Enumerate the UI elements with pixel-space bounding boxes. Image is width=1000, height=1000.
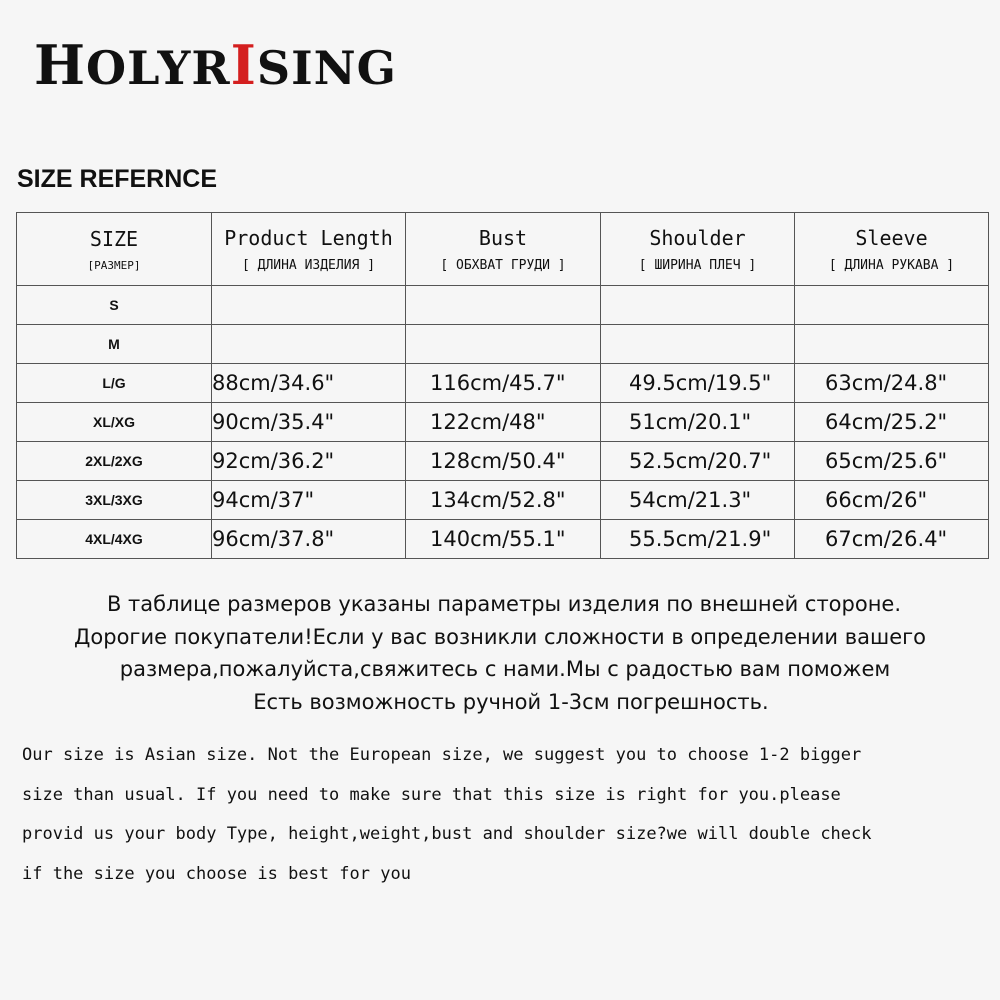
size-cell: 4XL/4XG xyxy=(17,520,212,559)
table-row xyxy=(17,325,989,364)
logo-letter: H xyxy=(34,33,87,97)
header-label: Product Length xyxy=(224,225,393,250)
sleeve-cell: 63cm/24.8" xyxy=(795,364,989,403)
sleeve-cell xyxy=(795,325,989,364)
note-line: размера,пожалуйста,свяжитесь с нами.Мы с радостью вам поможем xyxy=(119,657,891,681)
english-notes xyxy=(22,736,982,894)
length-cell: 92cm/36.2" xyxy=(212,442,406,481)
size-cell: L/G xyxy=(17,364,212,403)
table-row xyxy=(17,364,989,403)
logo-letter: OLYR xyxy=(86,41,231,95)
length-cell: 96cm/37.8" xyxy=(212,520,406,559)
note-line: Дорогие покупатели!Если у вас возникли сложности в определении вашего xyxy=(73,624,926,649)
length-cell xyxy=(212,325,406,364)
table-row xyxy=(17,442,989,481)
shoulder-cell: 54cm/21.3" xyxy=(601,481,795,520)
header-label: Bust xyxy=(478,225,528,250)
shoulder-cell: 49.5cm/19.5" xyxy=(601,364,795,403)
table-row xyxy=(17,520,989,559)
shoulder-cell xyxy=(601,286,795,325)
header-sublabel: [ ДЛИНА ИЗДЕЛИЯ ] xyxy=(241,257,376,273)
shoulder-cell xyxy=(601,325,795,364)
bust-cell xyxy=(406,286,601,325)
sleeve-cell: 66cm/26" xyxy=(795,481,989,520)
header-label: SIZE xyxy=(89,226,139,251)
header-label: Shoulder xyxy=(649,225,746,250)
shoulder-cell: 55.5cm/21.9" xyxy=(601,520,795,559)
russian-notes xyxy=(0,588,1000,718)
header-sublabel: [ ДЛИНА РУКАВА ] xyxy=(828,257,955,273)
bust-cell: 116cm/45.7" xyxy=(406,364,601,403)
logo-accent-letter: I xyxy=(230,33,257,97)
header-size xyxy=(17,213,212,286)
header-shoulder xyxy=(601,213,795,286)
sleeve-cell: 67cm/26.4" xyxy=(795,520,989,559)
bust-cell: 140cm/55.1" xyxy=(406,520,601,559)
logo-letter: SING xyxy=(256,41,397,95)
shoulder-cell: 51cm/20.1" xyxy=(601,403,795,442)
size-cell: XL/XG xyxy=(17,403,212,442)
size-cell: M xyxy=(17,325,212,364)
length-cell: 90cm/35.4" xyxy=(212,403,406,442)
header-sublabel: [ ОБХВАТ ГРУДИ ] xyxy=(440,257,566,273)
size-table xyxy=(16,212,989,559)
header-length xyxy=(212,213,406,286)
note-line: Our size is Asian size. Not the European size, we suggest you to choose 1-2 bigger xyxy=(22,745,862,765)
bust-cell: 128cm/50.4" xyxy=(406,442,601,481)
sleeve-cell: 64cm/25.2" xyxy=(795,403,989,442)
size-cell: 3XL/3XG xyxy=(17,481,212,520)
size-cell: S xyxy=(17,286,212,325)
bust-cell: 134cm/52.8" xyxy=(406,481,601,520)
length-cell xyxy=(212,286,406,325)
length-cell: 94cm/37" xyxy=(212,481,406,520)
table-header-row xyxy=(17,213,989,286)
header-sleeve xyxy=(795,213,989,286)
table-row xyxy=(17,286,989,325)
header-sublabel: [РАЗМЕР] xyxy=(87,258,141,272)
bust-cell: 122cm/48" xyxy=(406,403,601,442)
header-label: Sleeve xyxy=(855,225,928,250)
size-cell: 2XL/2XG xyxy=(17,442,212,481)
note-line: provid us your body Type, height,weight,bust and shoulder size?we will double check xyxy=(22,824,872,844)
sleeve-cell xyxy=(795,286,989,325)
sleeve-cell: 65cm/25.6" xyxy=(795,442,989,481)
note-line: size than usual. If you need to make sure that this size is right for you.please xyxy=(22,784,841,805)
table-row xyxy=(17,481,989,520)
note-line: В таблице размеров указаны параметры изделия по внешней стороне. xyxy=(106,592,902,616)
note-line: if the size you choose is best for you xyxy=(22,863,411,884)
header-sublabel: [ ШИРИНА ПЛЕЧ ] xyxy=(638,257,757,273)
brand-logo xyxy=(34,33,397,97)
note-line: Есть возможность ручной 1-3см погрешность. xyxy=(253,689,769,714)
table-row xyxy=(17,403,989,442)
shoulder-cell: 52.5cm/20.7" xyxy=(601,442,795,481)
bust-cell xyxy=(406,325,601,364)
page-title: SIZE REFERNCE xyxy=(17,165,218,193)
header-bust xyxy=(406,213,601,286)
length-cell: 88cm/34.6" xyxy=(212,364,406,403)
